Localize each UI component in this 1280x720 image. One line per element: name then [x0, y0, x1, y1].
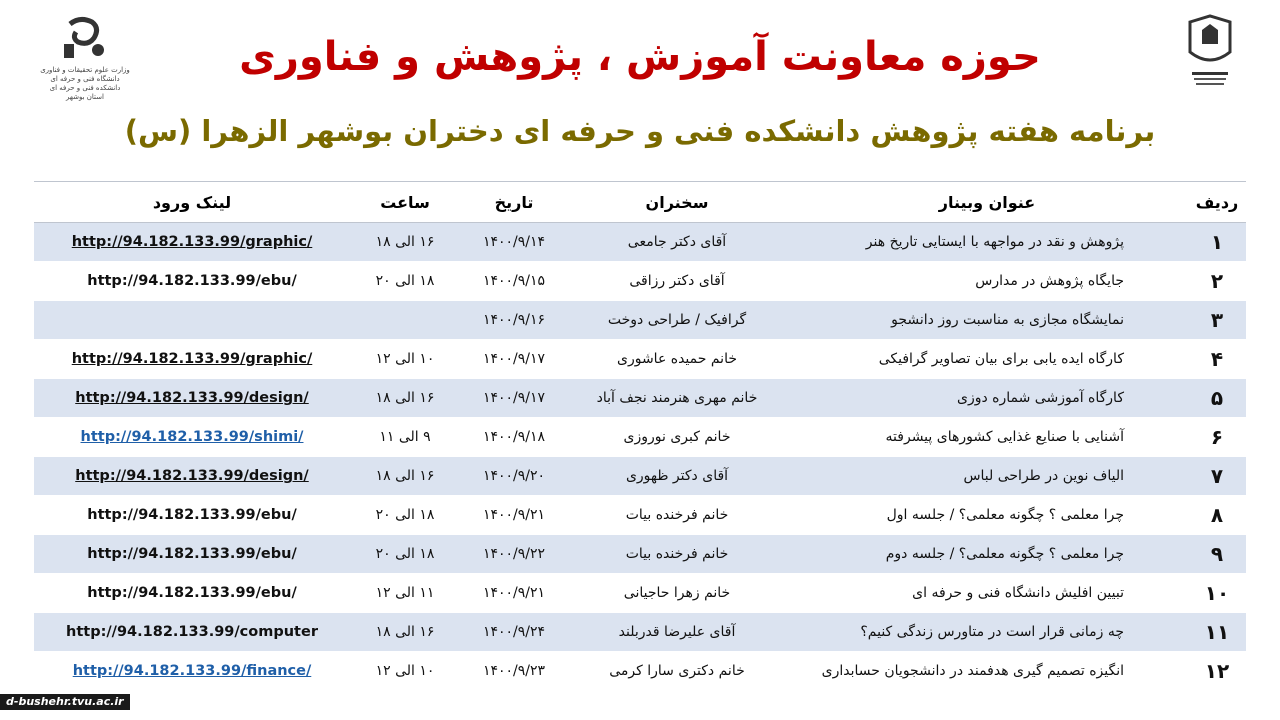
session-time: ۱۱ الی ۱۲	[350, 574, 460, 613]
join-link[interactable]: http://94.182.133.99/shimi/	[34, 418, 350, 457]
session-time: ۱۸ الی ۲۰	[350, 496, 460, 535]
speaker-name: آقای دکتر جامعی	[568, 223, 786, 262]
speaker-name: خانم فرخنده بیات	[568, 535, 786, 574]
speaker-name: خانم حمیده عاشوری	[568, 340, 786, 379]
webinar-title: انگیزه تصمیم گیری هدفمند در دانشجویان حسابداری	[786, 652, 1188, 691]
row-number: ۶	[1188, 418, 1246, 457]
join-link[interactable]: http://94.182.133.99/graphic/	[34, 340, 350, 379]
speaker-name: خانم زهرا حاجیانی	[568, 574, 786, 613]
join-link[interactable]: http://94.182.133.99/ebu/	[34, 535, 350, 574]
row-number: ۱۲	[1188, 652, 1246, 691]
webinar-title: کارگاه آموزشی شماره دوزی	[786, 379, 1188, 418]
row-number: ۱	[1188, 223, 1246, 262]
join-link[interactable]: http://94.182.133.99/ebu/	[34, 574, 350, 613]
webinar-schedule-table	[34, 181, 1246, 691]
session-time: ۱۸ الی ۲۰	[350, 535, 460, 574]
webinar-title: تبیین افلیش دانشگاه فنی و حرفه ای	[786, 574, 1188, 613]
table-row	[34, 535, 1246, 574]
session-time: ۱۶ الی ۱۸	[350, 223, 460, 262]
table-row	[34, 379, 1246, 418]
session-date: ۱۴۰۰/۹/۲۱	[460, 496, 568, 535]
site-url-footer: d-bushehr.tvu.ac.ir	[0, 694, 130, 710]
table-row	[34, 223, 1246, 262]
row-number: ۱۰	[1188, 574, 1246, 613]
header-row-number: ردیف	[1188, 182, 1246, 223]
speaker-name: خانم مهری هنرمند نجف آباد	[568, 379, 786, 418]
session-time: ۱۰ الی ۱۲	[350, 340, 460, 379]
webinar-title: پژوهش و نقد در مواجهه با ایستایی تاریخ هنر	[786, 223, 1188, 262]
session-time: ۱۶ الی ۱۸	[350, 613, 460, 652]
table-header-row	[34, 182, 1246, 223]
join-link[interactable]: http://94.182.133.99/ebu/	[34, 262, 350, 301]
join-link[interactable]: http://94.182.133.99/design/	[34, 379, 350, 418]
page-title: حوزه معاونت آموزش ، پژوهش و فناوری	[239, 34, 1041, 80]
webinar-title: نمایشگاه مجازی به مناسبت روز دانشجو	[786, 301, 1188, 340]
table-row	[34, 340, 1246, 379]
table-row	[34, 496, 1246, 535]
table-row	[34, 652, 1246, 691]
page-subtitle: برنامه هفته پژوهش دانشکده فنی و حرفه ای دختران بوشهر الزهرا (س)	[124, 114, 1156, 148]
session-time	[350, 301, 460, 340]
join-link[interactable]: http://94.182.133.99/graphic/	[34, 223, 350, 262]
session-date: ۱۴۰۰/۹/۲۳	[460, 652, 568, 691]
table-row	[34, 418, 1246, 457]
speaker-name: خانم فرخنده بیات	[568, 496, 786, 535]
header-time: ساعت	[350, 182, 460, 223]
session-time: ۹ الی ۱۱	[350, 418, 460, 457]
session-time: ۱۸ الی ۲۰	[350, 262, 460, 301]
row-number: ۹	[1188, 535, 1246, 574]
session-date: ۱۴۰۰/۹/۱۷	[460, 379, 568, 418]
session-date: ۱۴۰۰/۹/۱۸	[460, 418, 568, 457]
header-webinar-title: عنوان وبینار	[786, 182, 1188, 223]
session-date: ۱۴۰۰/۹/۱۷	[460, 340, 568, 379]
join-link[interactable]: http://94.182.133.99/finance/	[34, 652, 350, 691]
header-date: تاریخ	[460, 182, 568, 223]
speaker-name: آقای دکتر ظهوری	[568, 457, 786, 496]
row-number: ۸	[1188, 496, 1246, 535]
session-date: ۱۴۰۰/۹/۲۲	[460, 535, 568, 574]
ministry-logo-text: وزارت علوم تحقیقات و فناوری دانشگاه فنی و حرفه ای دانشکده فنی و حرفه ای استان بوشهر	[40, 66, 130, 101]
join-link[interactable]: http://94.182.133.99/computer	[34, 613, 350, 652]
webinar-title: چرا معلمی ؟ چگونه معلمی؟ / جلسه دوم	[786, 535, 1188, 574]
row-number: ۲	[1188, 262, 1246, 301]
webinar-title: جایگاه پژوهش در مدارس	[786, 262, 1188, 301]
row-number: ۵	[1188, 379, 1246, 418]
join-link[interactable]: http://94.182.133.99/design/	[34, 457, 350, 496]
webinar-title: الیاف نوین در طراحی لباس	[786, 457, 1188, 496]
table-row	[34, 457, 1246, 496]
speaker-name: خانم کبری نوروزی	[568, 418, 786, 457]
session-time: ۱۰ الی ۱۲	[350, 652, 460, 691]
table-row	[34, 301, 1246, 340]
session-time: ۱۶ الی ۱۸	[350, 379, 460, 418]
session-date: ۱۴۰۰/۹/۲۱	[460, 574, 568, 613]
row-number: ۷	[1188, 457, 1246, 496]
speaker-name: خانم دکتری سارا کرمی	[568, 652, 786, 691]
speaker-name: آقای دکتر رزاقی	[568, 262, 786, 301]
session-date: ۱۴۰۰/۹/۱۴	[460, 223, 568, 262]
header-speaker: سخنران	[568, 182, 786, 223]
session-date: ۱۴۰۰/۹/۲۰	[460, 457, 568, 496]
webinar-title: چه زمانی قرار است در متاورس زندگی کنیم؟	[786, 613, 1188, 652]
session-time: ۱۶ الی ۱۸	[350, 457, 460, 496]
join-link	[34, 301, 350, 340]
row-number: ۱۱	[1188, 613, 1246, 652]
row-number: ۳	[1188, 301, 1246, 340]
header-link: لینک ورود	[34, 182, 350, 223]
session-date: ۱۴۰۰/۹/۲۴	[460, 613, 568, 652]
table-row	[34, 262, 1246, 301]
table-row	[34, 613, 1246, 652]
session-date: ۱۴۰۰/۹/۱۶	[460, 301, 568, 340]
row-number: ۴	[1188, 340, 1246, 379]
speaker-name: آقای علیرضا قدربلند	[568, 613, 786, 652]
speaker-name: گرافیک / طراحی دوخت	[568, 301, 786, 340]
session-date: ۱۴۰۰/۹/۱۵	[460, 262, 568, 301]
join-link[interactable]: http://94.182.133.99/ebu/	[34, 496, 350, 535]
webinar-title: آشنایی با صنایع غذایی کشورهای پیشرفته	[786, 418, 1188, 457]
webinar-title: کارگاه ایده یابی برای بیان تصاویر گرافیکی	[786, 340, 1188, 379]
webinar-title: چرا معلمی ؟ چگونه معلمی؟ / جلسه اول	[786, 496, 1188, 535]
table-row	[34, 574, 1246, 613]
